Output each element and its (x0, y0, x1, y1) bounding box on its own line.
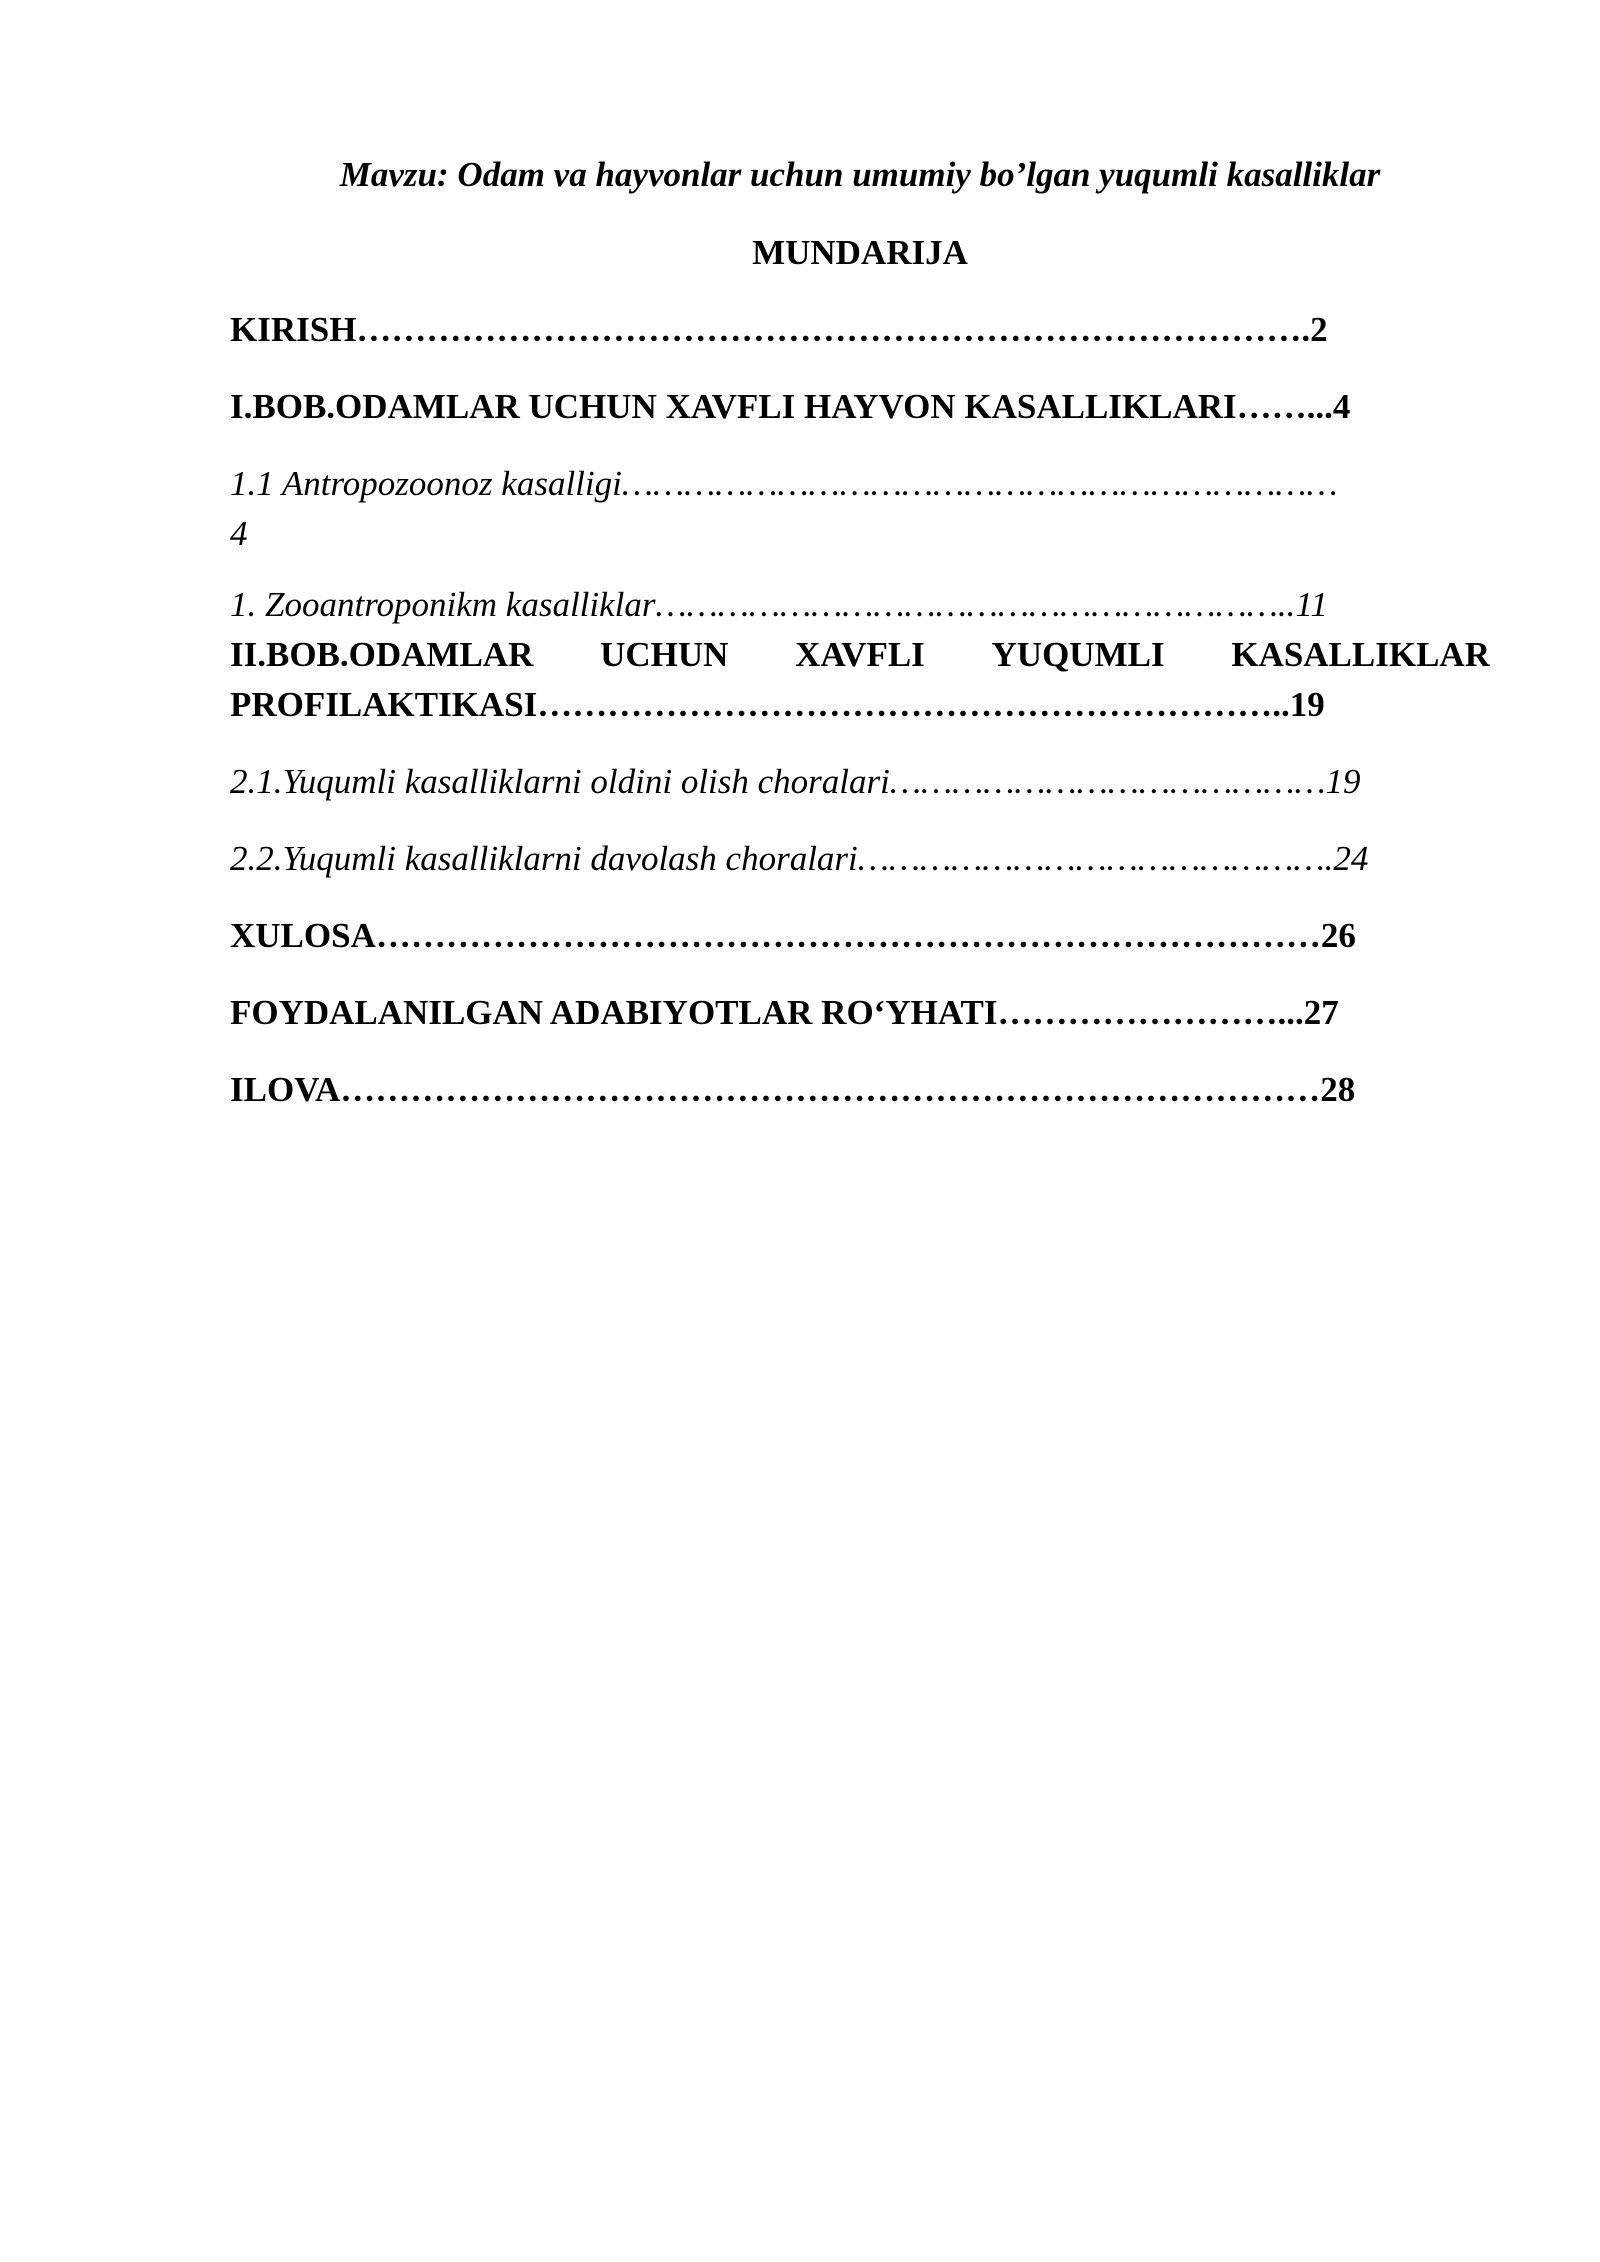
toc-heading: MUNDARIJA (752, 233, 968, 272)
toc-entry-bob1: I.BOB.ODAMLAR UCHUN XAVFLI HAYVON KASALLIKLARI……...4 (230, 387, 1351, 426)
toc-entry-1-1-line1: 1.1 Antropozoonoz kasalligi…………………………………………………………… (230, 464, 1338, 503)
bob2-word: YUQUMLI (991, 635, 1165, 674)
toc-entry-kirish: KIRISH……………………………………………………………………….2 (230, 310, 1328, 349)
toc-entry-adabiyotlar: FOYDALANILGAN ADABIYOTLAR RO‘YHATI……………………...27 (230, 993, 1339, 1032)
topic-title: Mavzu: Odam va hayvonlar uchun umumiy bo’lgan yuqumli kasalliklar (339, 155, 1381, 194)
toc-entry-xulosa: XULOSA………………………………………………………………………26 (230, 916, 1356, 955)
bob2-word: II.BOB.ODAMLAR (230, 635, 534, 674)
bob2-word: KASALLIKLAR (1231, 635, 1490, 674)
bob2-word: XAVFLI (795, 635, 925, 674)
toc-entry-bob2-line2: PROFILAKTIKASI………………………………………………………..19 (230, 685, 1325, 724)
toc-entry-2-2: 2.2.Yuqumli kasalliklarni davolash choralari……………………………………….24 (230, 839, 1369, 878)
toc-entry-ilova: ILOVA…………………………………………………………………………28 (230, 1070, 1356, 1109)
toc-entry-bob2-line1 (230, 630, 1490, 680)
toc-entry-1-2: 1. Zooantroponikm kasalliklar……………………………………………………..11 (230, 585, 1328, 624)
bob2-word: UCHUN (600, 635, 729, 674)
toc-entry-2-1: 2.1.Yuqumli kasalliklarni oldini olish choralari……………………………………19 (230, 762, 1361, 801)
toc-entry-1-1-line2: 4 (230, 514, 248, 553)
